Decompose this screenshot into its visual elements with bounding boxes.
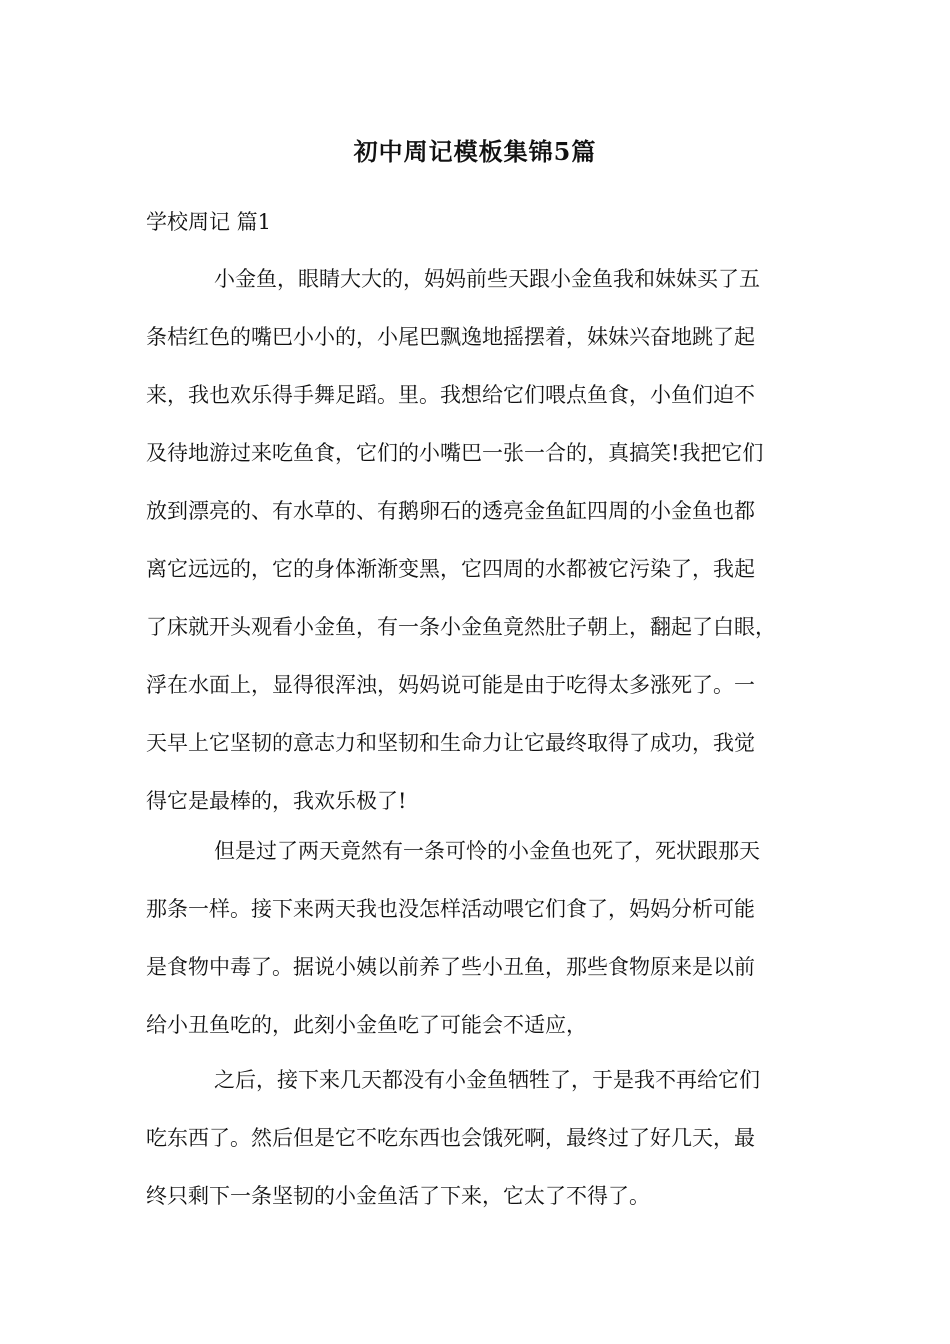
paragraph-line: 得它是最棒的，我欢乐极了!: [146, 789, 407, 813]
paragraph-line: 条桔红色的嘴巴小小的，小尾巴飘逸地摇摆着，妹妹兴奋地跳了起: [146, 325, 755, 349]
paragraph-line: 给小丑鱼吃的，此刻小金鱼吃了可能会不适应，: [146, 1013, 587, 1037]
paragraph-line: 来，我也欢乐得手舞足蹈。里。我想给它们喂点鱼食，小鱼们迫不: [146, 383, 755, 407]
paragraph-line: 浮在水面上，显得很浑浊，妈妈说可能是由于吃得太多涨死了。一: [146, 673, 755, 697]
paragraph-line: 放到漂亮的、有水草的、有鹅卵石的透亮金鱼缸四周的小金鱼也都: [146, 499, 755, 523]
paragraph-line: 小金鱼，眼睛大大的，妈妈前些天跟小金鱼我和妹妹买了五: [214, 267, 760, 291]
paragraph-line: 是食物中毒了。据说小姨以前养了些小丑鱼，那些食物原来是以前: [146, 955, 755, 979]
paragraph-2: [146, 822, 826, 1054]
paragraph-line: 那条一样。接下来两天我也没怎样活动喂它们食了，妈妈分析可能: [146, 897, 755, 921]
paragraph-3: [146, 1051, 826, 1225]
paragraph-line: 及待地游过来吃鱼食，它们的小嘴巴一张一合的，真搞笑!我把它们: [146, 441, 764, 465]
paragraph-line: 但是过了两天竟然有一条可怜的小金鱼也死了，死状跟那天: [214, 839, 760, 863]
section-heading: 学校周记 篇1: [146, 210, 272, 234]
paragraph-line: 终只剩下一条坚韧的小金鱼活了下来，它太了不得了。: [146, 1184, 650, 1208]
paragraph-line: 离它远远的，它的身体渐渐变黑，它四周的水都被它污染了，我起: [146, 557, 755, 581]
paragraph-1: [146, 250, 826, 830]
paragraph-line: 吃东西了。然后但是它不吃东西也会饿死啊，最终过了好几天，最: [146, 1126, 755, 1150]
paragraph-line: 天早上它坚韧的意志力和坚韧和生命力让它最终取得了成功，我觉: [146, 731, 755, 755]
document-title: 初中周记模板集锦5篇: [353, 137, 597, 166]
paragraph-line: 了床就开头观看小金鱼，有一条小金鱼竟然肚子朝上，翻起了白眼，: [146, 615, 776, 639]
paragraph-line: 之后，接下来几天都没有小金鱼牺牲了，于是我不再给它们: [214, 1068, 760, 1092]
